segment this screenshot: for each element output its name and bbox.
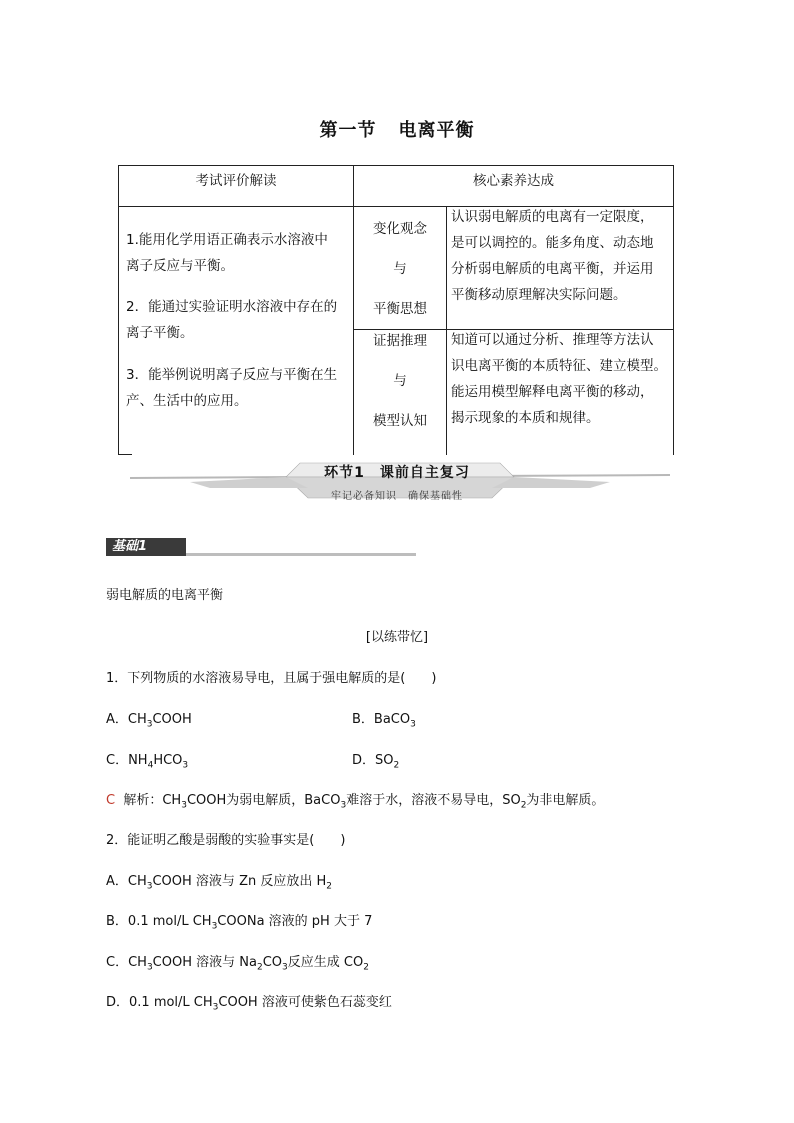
header-literacy: 核心素养达成 [473, 173, 554, 189]
table-border-top [118, 165, 674, 166]
q1-explanation: C 解析：$CH_3COOH$为弱电解质，BaCO$_3$难溶于水，溶液不易导电，$SO_2$为非电解质。 [106, 793, 605, 811]
q2-option-d: D．0.1 mol/L $CH_3COOH$ 溶液可使紫色石蕊变红 [106, 995, 392, 1013]
q2-option-a: A．$CH_3COOH$ 溶液与 Zn 反应放出 $H_2$ [106, 874, 332, 892]
header-exam: 考试评价解读 [195, 173, 277, 189]
question-2-stem: 2．能证明乙酸是弱酸的实验事实是( ) [106, 833, 346, 848]
q2-option-c: C．$CH_3COOH$ 溶液与 $Na_2CO_3$反应生成 $CO_2$ [106, 955, 369, 973]
q2-option-b: B．0.1 mol/L $CH_3COONa$ 溶液的 pH 大于 7 [106, 914, 373, 932]
practice-label: [以练带忆] [365, 630, 429, 645]
page-title [0, 116, 794, 142]
section-banner-subtitle: 牢记必备知识 确保基础性 [331, 491, 463, 502]
topic-heading: 弱电解质的电离平衡 [106, 588, 224, 603]
q1-answer: C [106, 793, 116, 808]
literacy-2-desc: 知道可以通过分析、推理等方法认 识电离平衡的本质特征、建立模型。 能运用模型解释电离平衡的移动， 揭示现象的本质和规律。 [451, 332, 667, 426]
table-bottom-stub [118, 454, 132, 455]
section-number: 第一节 [319, 120, 377, 141]
literacy-1-desc: 认识弱电解质的电离有一定限度， 是可以调控的。能多角度、动态地 分析弱电解质的电离平衡，并运用 平衡移动原理解决实际问题。 [451, 209, 654, 303]
exam-item-2: 2．能通过实验证明水溶液中存在的 离子平衡。 [126, 299, 338, 341]
table-border-right [673, 165, 674, 455]
q1-option-c: C．$NH_4HCO_3$ [106, 753, 189, 771]
q1-option-d: D．$SO_2$ [352, 753, 400, 771]
literacy-1-label: 变化观念 与 平衡思想 [373, 221, 427, 317]
table-border-left [118, 165, 119, 455]
q1-option-a: A．$CH_3COOH$ [106, 712, 192, 730]
q1-option-b: B．BaCO$_3$ [352, 712, 416, 730]
exam-item-3: 3．能举例说明离子反应与平衡在生 产、生活中的应用。 [126, 367, 338, 409]
section-name: 电离平衡 [398, 120, 475, 141]
question-1-stem: 1．下列物质的水溶液易导电，且属于强电解质的是( ) [106, 671, 437, 686]
section-banner-title: 环节1 课前自主复习 [324, 465, 470, 481]
exam-item-1: 1.能用化学用语正确表示水溶液中 离子反应与平衡。 [126, 232, 328, 274]
literacy-2-label: 证据推理 与 模型认知 [373, 333, 427, 429]
foundation-tag: 基础1 [106, 538, 186, 556]
